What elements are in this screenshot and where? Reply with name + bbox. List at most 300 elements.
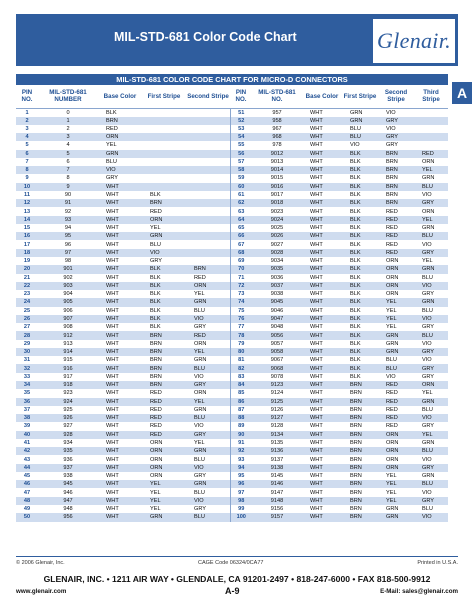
right-number-cell: 9057 [252, 340, 302, 348]
right-number-cell: 9146 [252, 480, 302, 488]
right-third-stripe-cell: GRN [414, 398, 448, 406]
left-second-stripe-cell [186, 117, 230, 125]
left-second-stripe-cell [186, 257, 230, 265]
left-first-stripe-cell: ORN [142, 464, 186, 472]
right-second-stripe-cell: RED [378, 414, 414, 422]
left-first-stripe-cell [142, 174, 186, 182]
left-second-stripe-cell: BRN [186, 265, 230, 273]
col-header-third-right: Third Stripe [414, 85, 448, 108]
right-second-stripe-cell: GRY [378, 133, 414, 141]
right-number-cell: 9125 [252, 398, 302, 406]
right-third-stripe-cell: GRY [414, 199, 448, 207]
left-pin-cell: 25 [16, 307, 38, 315]
left-number-cell: 9 [38, 183, 98, 191]
right-first-stripe-cell: BLU [342, 125, 378, 133]
right-number-cell: 9123 [252, 381, 302, 389]
left-second-stripe-cell: GRN [186, 298, 230, 306]
right-first-stripe-cell: BRN [342, 431, 378, 439]
right-third-stripe-cell: GRY [414, 290, 448, 298]
right-third-stripe-cell: BLU [414, 183, 448, 191]
left-number-cell: 94 [38, 224, 98, 232]
right-base-color-cell: WHT [302, 513, 342, 521]
right-third-stripe-cell: GRY [414, 348, 448, 356]
right-number-cell: 9147 [252, 488, 302, 496]
right-number-cell: 9145 [252, 472, 302, 480]
left-second-stripe-cell [186, 166, 230, 174]
left-second-stripe-cell: BLU [186, 414, 230, 422]
left-base-color-cell: WHT [98, 307, 142, 315]
right-third-stripe-cell [414, 108, 448, 117]
left-base-color-cell: WHT [98, 183, 142, 191]
right-third-stripe-cell: RED [414, 150, 448, 158]
left-second-stripe-cell [186, 158, 230, 166]
left-first-stripe-cell: VIO [142, 249, 186, 257]
right-first-stripe-cell: BRN [342, 414, 378, 422]
right-base-color-cell: WHT [302, 323, 342, 331]
table-row [16, 381, 448, 389]
right-base-color-cell: WHT [302, 141, 342, 149]
left-number-cell: 937 [38, 464, 98, 472]
right-first-stripe-cell: BRN [342, 480, 378, 488]
left-base-color-cell: BLK [98, 108, 142, 117]
left-base-color-cell: BLU [98, 158, 142, 166]
left-number-cell: 907 [38, 315, 98, 323]
right-second-stripe-cell: GRY [378, 117, 414, 125]
table-row [16, 298, 448, 306]
left-pin-cell: 1 [16, 108, 38, 117]
left-second-stripe-cell [186, 240, 230, 248]
right-second-stripe-cell: BRN [378, 174, 414, 182]
right-number-cell: 9148 [252, 497, 302, 505]
right-base-color-cell: WHT [302, 414, 342, 422]
left-number-cell: 912 [38, 331, 98, 339]
left-pin-cell: 46 [16, 480, 38, 488]
right-base-color-cell: WHT [302, 117, 342, 125]
right-third-stripe-cell: YEL [414, 257, 448, 265]
right-third-stripe-cell: GRN [414, 472, 448, 480]
page-title: MIL-STD-681 Color Code Chart [114, 30, 297, 44]
left-number-cell: 906 [38, 307, 98, 315]
right-first-stripe-cell: BRN [342, 488, 378, 496]
table-row [16, 323, 448, 331]
right-pin-cell: 87 [230, 406, 252, 414]
website-link[interactable]: www.glenair.com [16, 588, 67, 595]
right-pin-cell: 61 [230, 191, 252, 199]
right-pin-cell: 62 [230, 199, 252, 207]
left-number-cell: 902 [38, 274, 98, 282]
right-first-stripe-cell: BLK [342, 274, 378, 282]
right-first-stripe-cell: BLK [342, 174, 378, 182]
left-first-stripe-cell [142, 150, 186, 158]
right-pin-cell: 82 [230, 364, 252, 372]
right-base-color-cell: WHT [302, 488, 342, 496]
table-row [16, 315, 448, 323]
right-third-stripe-cell: VIO [414, 315, 448, 323]
right-third-stripe-cell [414, 117, 448, 125]
right-number-cell: 9067 [252, 356, 302, 364]
right-third-stripe-cell: VIO [414, 282, 448, 290]
left-first-stripe-cell [142, 158, 186, 166]
left-first-stripe-cell: BRN [142, 348, 186, 356]
left-pin-cell: 14 [16, 216, 38, 224]
left-pin-cell: 38 [16, 414, 38, 422]
right-third-stripe-cell: YEL [414, 389, 448, 397]
table-row [16, 464, 448, 472]
right-number-cell: 9136 [252, 447, 302, 455]
right-third-stripe-cell [414, 133, 448, 141]
section-tab: A [452, 82, 472, 104]
left-base-color-cell: BRN [98, 117, 142, 125]
email-link[interactable]: E-Mail: sales@glenair.com [380, 588, 458, 595]
left-second-stripe-cell [186, 133, 230, 141]
right-second-stripe-cell: GRN [378, 348, 414, 356]
right-third-stripe-cell: VIO [414, 513, 448, 521]
right-number-cell: 967 [252, 125, 302, 133]
right-second-stripe-cell: YEL [378, 307, 414, 315]
left-number-cell: 901 [38, 265, 98, 273]
left-pin-cell: 42 [16, 447, 38, 455]
right-pin-cell: 70 [230, 265, 252, 273]
right-number-cell: 9058 [252, 348, 302, 356]
right-base-color-cell: WHT [302, 505, 342, 513]
cage-code: CAGE Code 06324/0CA77 [198, 560, 264, 566]
right-pin-cell: 52 [230, 117, 252, 125]
table-row [16, 216, 448, 224]
right-first-stripe-cell: BRN [342, 472, 378, 480]
right-base-color-cell: WHT [302, 331, 342, 339]
left-first-stripe-cell: YEL [142, 224, 186, 232]
col-header-first-right: First Stripe [342, 85, 378, 108]
col-header-second-right: Second Stripe [378, 85, 414, 108]
left-base-color-cell: WHT [98, 431, 142, 439]
left-second-stripe-cell: GRY [186, 472, 230, 480]
left-number-cell: 915 [38, 356, 98, 364]
left-number-cell: 97 [38, 249, 98, 257]
left-first-stripe-cell: BRN [142, 331, 186, 339]
left-first-stripe-cell: RED [142, 431, 186, 439]
left-second-stripe-cell: YEL [186, 290, 230, 298]
left-pin-cell: 26 [16, 315, 38, 323]
left-base-color-cell: WHT [98, 323, 142, 331]
table-row [16, 480, 448, 488]
table-row [16, 191, 448, 199]
right-pin-cell: 66 [230, 232, 252, 240]
left-pin-cell: 11 [16, 191, 38, 199]
right-base-color-cell: WHT [302, 364, 342, 372]
left-first-stripe-cell: RED [142, 389, 186, 397]
right-pin-cell: 56 [230, 150, 252, 158]
table-row [16, 257, 448, 265]
left-first-stripe-cell: BRN [142, 340, 186, 348]
right-number-cell: 9137 [252, 455, 302, 463]
right-second-stripe-cell: ORN [378, 431, 414, 439]
left-base-color-cell: WHT [98, 199, 142, 207]
right-second-stripe-cell: RED [378, 381, 414, 389]
right-number-cell: 9078 [252, 373, 302, 381]
right-third-stripe-cell: VIO [414, 340, 448, 348]
right-first-stripe-cell: BLK [342, 348, 378, 356]
col-header-number-left: MIL-STD-681 NUMBER [38, 85, 98, 108]
left-first-stripe-cell [142, 166, 186, 174]
right-second-stripe-cell: BRN [378, 158, 414, 166]
right-base-color-cell: WHT [302, 257, 342, 265]
right-third-stripe-cell [414, 125, 448, 133]
right-first-stripe-cell: BLU [342, 133, 378, 141]
table-row [16, 224, 448, 232]
table-row [16, 117, 448, 125]
table-row [16, 108, 448, 117]
right-number-cell: 9128 [252, 422, 302, 430]
table-row [16, 150, 448, 158]
right-second-stripe-cell: RED [378, 224, 414, 232]
left-pin-cell: 33 [16, 373, 38, 381]
right-first-stripe-cell: BRN [342, 455, 378, 463]
right-second-stripe-cell: ORN [378, 439, 414, 447]
left-number-cell: 96 [38, 240, 98, 248]
col-header-base-left: Base Color [98, 85, 142, 108]
right-first-stripe-cell: BLK [342, 249, 378, 257]
right-first-stripe-cell: BLK [342, 207, 378, 215]
left-first-stripe-cell: BLK [142, 290, 186, 298]
right-first-stripe-cell: BLK [342, 290, 378, 298]
table-row [16, 265, 448, 273]
right-number-cell: 9124 [252, 389, 302, 397]
right-second-stripe-cell: YEL [378, 488, 414, 496]
table-header-row [16, 85, 448, 108]
left-second-stripe-cell [186, 207, 230, 215]
right-pin-cell: 88 [230, 414, 252, 422]
right-number-cell: 9046 [252, 307, 302, 315]
table-row [16, 331, 448, 339]
table-row [16, 158, 448, 166]
left-second-stripe-cell [186, 224, 230, 232]
right-pin-cell: 96 [230, 480, 252, 488]
right-first-stripe-cell: BRN [342, 381, 378, 389]
left-base-color-cell: WHT [98, 331, 142, 339]
right-pin-cell: 63 [230, 207, 252, 215]
right-base-color-cell: WHT [302, 398, 342, 406]
right-third-stripe-cell: BLU [414, 232, 448, 240]
right-first-stripe-cell: BLK [342, 331, 378, 339]
left-second-stripe-cell: GRN [186, 447, 230, 455]
right-first-stripe-cell: BLK [342, 356, 378, 364]
table-row [16, 488, 448, 496]
left-number-cell: 945 [38, 480, 98, 488]
right-base-color-cell: WHT [302, 174, 342, 182]
right-pin-cell: 68 [230, 249, 252, 257]
right-base-color-cell: WHT [302, 389, 342, 397]
table-row [16, 166, 448, 174]
table-row [16, 356, 448, 364]
left-number-cell: 90 [38, 191, 98, 199]
footer-divider [16, 556, 458, 557]
right-number-cell: 9025 [252, 224, 302, 232]
left-base-color-cell: WHT [98, 356, 142, 364]
left-pin-cell: 37 [16, 406, 38, 414]
right-third-stripe-cell: GRY [414, 373, 448, 381]
right-second-stripe-cell: RED [378, 232, 414, 240]
right-base-color-cell: WHT [302, 125, 342, 133]
left-pin-cell: 31 [16, 356, 38, 364]
left-base-color-cell: WHT [98, 373, 142, 381]
right-base-color-cell: WHT [302, 348, 342, 356]
table-row [16, 290, 448, 298]
left-first-stripe-cell: RED [142, 398, 186, 406]
right-second-stripe-cell: BRN [378, 191, 414, 199]
left-second-stripe-cell [186, 174, 230, 182]
right-pin-cell: 74 [230, 298, 252, 306]
table-row [16, 133, 448, 141]
left-first-stripe-cell: GRN [142, 513, 186, 521]
left-base-color-cell: WHT [98, 472, 142, 480]
right-pin-cell: 97 [230, 488, 252, 496]
left-number-cell: 948 [38, 505, 98, 513]
left-base-color-cell: WHT [98, 480, 142, 488]
left-number-cell: 903 [38, 282, 98, 290]
right-third-stripe-cell: GRY [414, 364, 448, 372]
left-base-color-cell: GRY [98, 174, 142, 182]
right-number-cell: 9028 [252, 249, 302, 257]
left-pin-cell: 4 [16, 133, 38, 141]
right-first-stripe-cell: BLK [342, 240, 378, 248]
left-second-stripe-cell: YEL [186, 439, 230, 447]
right-first-stripe-cell: BRN [342, 505, 378, 513]
table-row [16, 282, 448, 290]
left-base-color-cell: WHT [98, 513, 142, 521]
left-number-cell: 91 [38, 199, 98, 207]
left-pin-cell: 18 [16, 249, 38, 257]
left-number-cell: 1 [38, 117, 98, 125]
right-second-stripe-cell: BLU [378, 364, 414, 372]
right-first-stripe-cell: BLK [342, 307, 378, 315]
right-pin-cell: 71 [230, 274, 252, 282]
left-pin-cell: 39 [16, 422, 38, 430]
right-pin-cell: 67 [230, 240, 252, 248]
left-pin-cell: 36 [16, 398, 38, 406]
left-number-cell: 2 [38, 125, 98, 133]
right-first-stripe-cell: BRN [342, 464, 378, 472]
col-header-number-right: MIL-STD-681 NO. [252, 85, 302, 108]
left-second-stripe-cell: GRN [186, 356, 230, 364]
right-number-cell: 9036 [252, 274, 302, 282]
left-pin-cell: 15 [16, 224, 38, 232]
right-base-color-cell: WHT [302, 133, 342, 141]
table-body [16, 108, 448, 522]
left-pin-cell: 49 [16, 505, 38, 513]
left-second-stripe-cell: VIO [186, 464, 230, 472]
left-second-stripe-cell: RED [186, 331, 230, 339]
left-second-stripe-cell: BLU [186, 455, 230, 463]
right-second-stripe-cell: ORN [378, 464, 414, 472]
right-second-stripe-cell: RED [378, 216, 414, 224]
left-pin-cell: 16 [16, 232, 38, 240]
left-pin-cell: 24 [16, 298, 38, 306]
left-base-color-cell: WHT [98, 265, 142, 273]
right-third-stripe-cell: GRN [414, 265, 448, 273]
left-second-stripe-cell: VIO [186, 373, 230, 381]
left-second-stripe-cell: GRY [186, 505, 230, 513]
right-pin-cell: 80 [230, 348, 252, 356]
right-third-stripe-cell: YEL [414, 166, 448, 174]
right-number-cell: 9026 [252, 232, 302, 240]
right-base-color-cell: WHT [302, 340, 342, 348]
right-first-stripe-cell: BLK [342, 150, 378, 158]
right-third-stripe-cell: BLU [414, 274, 448, 282]
left-first-stripe-cell [142, 108, 186, 117]
right-pin-cell: 58 [230, 166, 252, 174]
table-row [16, 431, 448, 439]
right-number-cell: 968 [252, 133, 302, 141]
left-first-stripe-cell: BLU [142, 240, 186, 248]
col-header-first-left: First Stripe [142, 85, 186, 108]
right-base-color-cell: WHT [302, 464, 342, 472]
right-pin-cell: 84 [230, 381, 252, 389]
right-third-stripe-cell: GRY [414, 497, 448, 505]
right-base-color-cell: WHT [302, 315, 342, 323]
left-number-cell: 908 [38, 323, 98, 331]
right-base-color-cell: WHT [302, 199, 342, 207]
right-number-cell: 978 [252, 141, 302, 149]
right-third-stripe-cell: YEL [414, 431, 448, 439]
left-second-stripe-cell: BLU [186, 364, 230, 372]
left-second-stripe-cell: VIO [186, 497, 230, 505]
left-pin-cell: 41 [16, 439, 38, 447]
right-pin-cell: 69 [230, 257, 252, 265]
left-number-cell: 95 [38, 232, 98, 240]
left-pin-cell: 10 [16, 183, 38, 191]
left-number-cell: 938 [38, 472, 98, 480]
left-second-stripe-cell [186, 108, 230, 117]
left-first-stripe-cell: BRN [142, 356, 186, 364]
right-first-stripe-cell: BRN [342, 447, 378, 455]
left-number-cell: 98 [38, 257, 98, 265]
right-first-stripe-cell: BLK [342, 232, 378, 240]
right-number-cell: 957 [252, 108, 302, 117]
table-row [16, 207, 448, 215]
right-number-cell: 9134 [252, 431, 302, 439]
left-second-stripe-cell [186, 216, 230, 224]
right-second-stripe-cell: YEL [378, 497, 414, 505]
right-pin-cell: 85 [230, 389, 252, 397]
left-number-cell: 914 [38, 348, 98, 356]
left-number-cell: 6 [38, 158, 98, 166]
left-first-stripe-cell [142, 125, 186, 133]
right-third-stripe-cell: GRN [414, 224, 448, 232]
left-pin-cell: 45 [16, 472, 38, 480]
printed-in: Printed in U.S.A. [417, 560, 458, 566]
left-pin-cell: 5 [16, 141, 38, 149]
left-pin-cell: 21 [16, 274, 38, 282]
right-third-stripe-cell: BLU [414, 307, 448, 315]
left-base-color-cell: WHT [98, 406, 142, 414]
left-second-stripe-cell: GRN [186, 480, 230, 488]
left-first-stripe-cell: ORN [142, 455, 186, 463]
left-pin-cell: 50 [16, 513, 38, 521]
left-first-stripe-cell [142, 183, 186, 191]
right-pin-cell: 60 [230, 183, 252, 191]
right-second-stripe-cell: BRN [378, 166, 414, 174]
right-number-cell: 9056 [252, 331, 302, 339]
table-row [16, 249, 448, 257]
left-pin-cell: 44 [16, 464, 38, 472]
left-pin-cell: 32 [16, 364, 38, 372]
right-pin-cell: 91 [230, 439, 252, 447]
right-number-cell: 9047 [252, 315, 302, 323]
col-header-base-right: Base Color [302, 85, 342, 108]
right-number-cell: 9034 [252, 257, 302, 265]
right-third-stripe-cell: GRY [414, 464, 448, 472]
table-row [16, 232, 448, 240]
